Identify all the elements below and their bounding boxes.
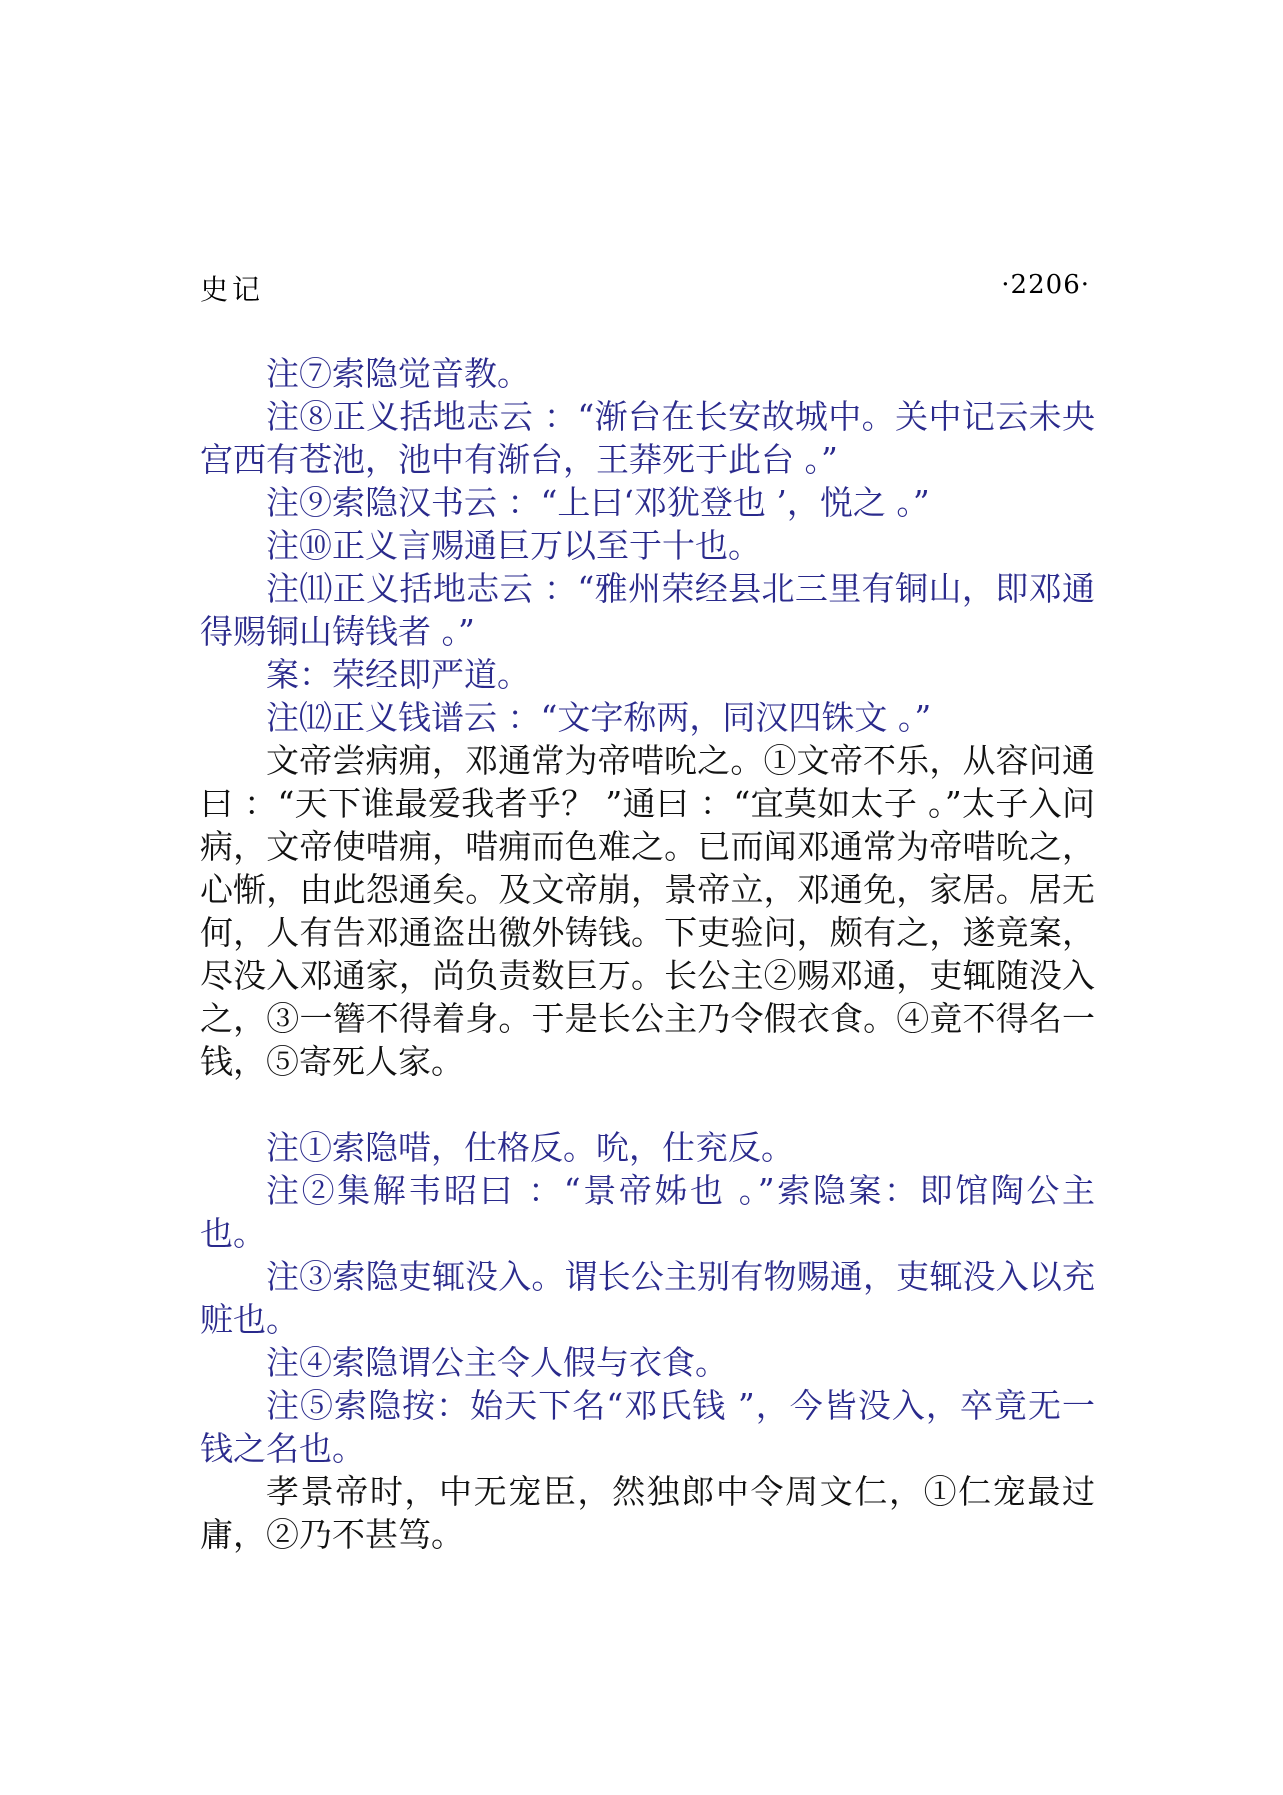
annotation-paragraph: 注①索隐唶，仕格反。吮，仕兖反。	[266, 1128, 794, 1167]
annotation-paragraph: 注⑨索隐汉书云 ：“上曰‘邓犹登也 ’，悦之 。”	[266, 483, 930, 522]
annotation-paragraph: 注⑩正义言赐通巨万以至于十也。	[266, 526, 761, 565]
annotation-paragraph: 注⑦索隐觉音教。	[266, 354, 530, 393]
page-header	[200, 268, 1090, 308]
annotation-paragraph: 注⑿正义钱谱云 ：“文字称两，同汉四铢文 。”	[266, 698, 932, 737]
paragraph-spacer	[200, 1083, 1095, 1126]
book-title: 史记	[200, 273, 265, 306]
annotation-paragraph: 注②集解韦昭曰 ：“景帝姊也 。”索隐案：即馆陶公主也。	[200, 1171, 1095, 1253]
main-text-paragraph: 文帝尝病痈，邓通常为帝唶吮之。①文帝不乐，从容问通曰 ：“天下谁最爱我者乎？ ”通曰 ：“宜莫如太子 。”太子入问病，文帝使唶痈，唶痈而色难之。已而闻邓通常为帝唶吮之，心惭，由此怨通矣。及文帝崩，景帝立，邓通免，家居。居无何，人有告邓通盗出徼外铸钱。下吏验问，颇有之，遂竟案，尽没入邓通家，尚负责数巨万。长公主②赐邓通，吏辄随没入之，③一簪不得着身。于是长公主乃令假衣食。④竟不得名一钱，⑤寄死人家。	[200, 741, 1095, 1081]
annotation-paragraph: 注③索隐吏辄没入。谓长公主别有物赐通，吏辄没入以充赃也。	[200, 1257, 1095, 1339]
page-body	[200, 352, 1095, 1556]
page-number: ·2206·	[1001, 270, 1090, 300]
annotation-paragraph: 案：荣经即严道。	[266, 655, 530, 694]
annotation-paragraph: 注⑤索隐按：始天下名“邓氏钱 ”，今皆没入，卒竟无一钱之名也。	[200, 1386, 1095, 1468]
annotation-paragraph: 注⑧正义括地志云 ：“渐台在长安故城中。关中记云未央宫西有苍池，池中有渐台，王莽死于此台 。”	[200, 397, 1095, 479]
annotation-paragraph: 注⑾正义括地志云 ：“雅州荣经县北三里有铜山，即邓通得赐铜山铸钱者 。”	[200, 569, 1095, 651]
annotation-paragraph: 注④索隐谓公主令人假与衣食。	[266, 1343, 728, 1382]
main-text-paragraph: 孝景帝时，中无宠臣，然独郎中令周文仁，①仁宠最过庸，②乃不甚笃。	[200, 1472, 1095, 1554]
